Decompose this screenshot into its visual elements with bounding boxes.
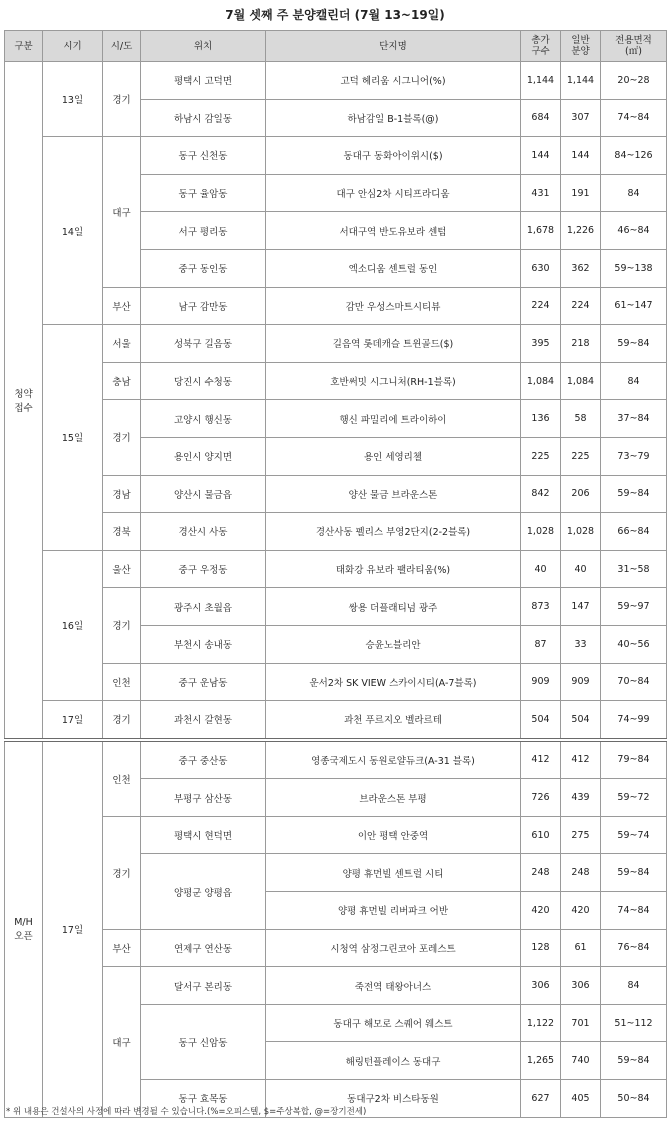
total-units-cell: 412 — [521, 740, 561, 779]
location-cell: 용인시 양지면 — [141, 437, 266, 475]
area-cell: 61~147 — [601, 287, 667, 325]
general-units-cell: 909 — [561, 663, 601, 701]
date-cell: 14일 — [43, 137, 103, 325]
total-units-cell: 87 — [521, 625, 561, 663]
total-units-cell: 306 — [521, 967, 561, 1005]
location-cell: 평택시 현덕면 — [141, 816, 266, 854]
total-units-cell: 431 — [521, 174, 561, 212]
area-cell: 59~72 — [601, 779, 667, 817]
region-cell: 경기 — [103, 400, 141, 475]
page-title: 7월 셋째 주 분양캘린더 (7월 13~19일) — [225, 8, 445, 22]
date-cell: 17일 — [43, 740, 103, 1117]
area-cell: 59~84 — [601, 1042, 667, 1080]
region-cell: 경북 — [103, 513, 141, 551]
table-row — [5, 287, 667, 325]
location-cell: 동구 신암동 — [141, 1004, 266, 1079]
table-row — [5, 550, 667, 588]
general-units-cell: 206 — [561, 475, 601, 513]
region-cell: 대구 — [103, 967, 141, 1117]
complex-name-cell: 양평 휴먼빌 리버파크 어반 — [266, 892, 521, 930]
total-units-cell: 225 — [521, 437, 561, 475]
complex-name-cell: 용인 세영리첼 — [266, 437, 521, 475]
header-area: 전용면적 (㎡) — [601, 31, 667, 62]
table-header-row — [5, 31, 667, 62]
general-units-cell: 1,226 — [561, 212, 601, 250]
area-cell: 59~84 — [601, 475, 667, 513]
complex-name-cell: 승윤노블리안 — [266, 625, 521, 663]
location-cell: 연제구 연산동 — [141, 929, 266, 967]
header-sigi: 시기 — [43, 31, 103, 62]
general-units-cell: 362 — [561, 249, 601, 287]
total-units-cell: 842 — [521, 475, 561, 513]
complex-name-cell: 서대구역 반도유보라 센텀 — [266, 212, 521, 250]
region-cell: 경기 — [103, 588, 141, 663]
location-cell: 남구 감만동 — [141, 287, 266, 325]
area-cell: 40~56 — [601, 625, 667, 663]
total-units-cell: 224 — [521, 287, 561, 325]
complex-name-cell: 영종국제도시 동원로얄듀크(A-31 블록) — [266, 740, 521, 779]
general-units-cell: 701 — [561, 1004, 601, 1042]
general-units-cell: 61 — [561, 929, 601, 967]
location-cell: 서구 평리동 — [141, 212, 266, 250]
complex-name-cell: 감만 우성스마트시티뷰 — [266, 287, 521, 325]
complex-name-cell: 죽전역 태왕아너스 — [266, 967, 521, 1005]
region-cell: 울산 — [103, 550, 141, 588]
header-general: 일반 분양 — [561, 31, 601, 62]
table-row — [5, 701, 667, 740]
location-cell: 과천시 갈현동 — [141, 701, 266, 740]
area-cell: 51~112 — [601, 1004, 667, 1042]
table-row — [5, 325, 667, 363]
location-cell: 당진시 수청동 — [141, 362, 266, 400]
area-cell: 59~84 — [601, 854, 667, 892]
total-units-cell: 248 — [521, 854, 561, 892]
complex-name-cell: 양산 물금 브라운스톤 — [266, 475, 521, 513]
region-cell: 경기 — [103, 816, 141, 929]
location-cell: 동구 효목동 — [141, 1080, 266, 1118]
general-units-cell: 307 — [561, 99, 601, 137]
table-row — [5, 513, 667, 551]
total-units-cell: 909 — [521, 663, 561, 701]
table-row — [5, 137, 667, 175]
table-row — [5, 362, 667, 400]
region-cell: 인천 — [103, 663, 141, 701]
table-row — [5, 740, 667, 779]
complex-name-cell: 호반써밋 시그니처(RH-1블록) — [266, 362, 521, 400]
general-units-cell: 1,028 — [561, 513, 601, 551]
total-units-cell: 610 — [521, 816, 561, 854]
location-cell: 경산시 사동 — [141, 513, 266, 551]
complex-name-cell: 고덕 헤리움 시그니어(%) — [266, 62, 521, 100]
region-cell: 부산 — [103, 929, 141, 967]
complex-name-cell: 운서2차 SK VIEW 스카이시티(A-7블록) — [266, 663, 521, 701]
complex-name-cell: 엑소디움 센트럴 동인 — [266, 249, 521, 287]
complex-name-cell: 시청역 삼정그린코아 포레스트 — [266, 929, 521, 967]
area-cell: 79~84 — [601, 740, 667, 779]
general-units-cell: 191 — [561, 174, 601, 212]
general-units-cell: 224 — [561, 287, 601, 325]
location-cell: 중구 중산동 — [141, 740, 266, 779]
area-cell: 20~28 — [601, 62, 667, 100]
date-cell: 17일 — [43, 701, 103, 740]
general-units-cell: 225 — [561, 437, 601, 475]
calendar-table — [4, 30, 667, 1118]
region-cell: 경기 — [103, 701, 141, 740]
general-units-cell: 420 — [561, 892, 601, 930]
location-cell: 동구 율암동 — [141, 174, 266, 212]
area-cell: 70~84 — [601, 663, 667, 701]
area-cell: 73~79 — [601, 437, 667, 475]
header-total: 총가 구수 — [521, 31, 561, 62]
general-units-cell: 40 — [561, 550, 601, 588]
area-cell: 59~138 — [601, 249, 667, 287]
location-cell: 중구 동인동 — [141, 249, 266, 287]
area-cell: 59~74 — [601, 816, 667, 854]
region-cell: 경남 — [103, 475, 141, 513]
total-units-cell: 873 — [521, 588, 561, 626]
table-row — [5, 929, 667, 967]
location-cell: 양평군 양평읍 — [141, 854, 266, 929]
region-cell: 충남 — [103, 362, 141, 400]
header-sido: 시/도 — [103, 31, 141, 62]
complex-name-cell: 대구 안심2차 시티프라디움 — [266, 174, 521, 212]
region-cell: 서울 — [103, 325, 141, 363]
general-units-cell: 1,144 — [561, 62, 601, 100]
total-units-cell: 128 — [521, 929, 561, 967]
date-cell: 16일 — [43, 550, 103, 700]
general-units-cell: 1,084 — [561, 362, 601, 400]
area-cell: 74~84 — [601, 99, 667, 137]
complex-name-cell: 양평 휴먼빌 센트럴 시티 — [266, 854, 521, 892]
total-units-cell: 726 — [521, 779, 561, 817]
location-cell: 양산시 물금읍 — [141, 475, 266, 513]
general-units-cell: 275 — [561, 816, 601, 854]
total-units-cell: 1,084 — [521, 362, 561, 400]
total-units-cell: 1,678 — [521, 212, 561, 250]
region-cell: 부산 — [103, 287, 141, 325]
table-row — [5, 475, 667, 513]
total-units-cell: 395 — [521, 325, 561, 363]
complex-name-cell: 경산사동 펠리스 부영2단지(2-2블록) — [266, 513, 521, 551]
area-cell: 74~84 — [601, 892, 667, 930]
date-cell: 15일 — [43, 325, 103, 551]
total-units-cell: 1,144 — [521, 62, 561, 100]
region-cell: 경기 — [103, 62, 141, 137]
area-cell: 84~126 — [601, 137, 667, 175]
complex-name-cell: 동대구 동화아이위시($) — [266, 137, 521, 175]
general-units-cell: 147 — [561, 588, 601, 626]
location-cell: 중구 우정동 — [141, 550, 266, 588]
area-cell: 74~99 — [601, 701, 667, 740]
general-units-cell: 33 — [561, 625, 601, 663]
general-units-cell: 58 — [561, 400, 601, 438]
footnote: * 위 내용은 건설사의 사정에 따라 변경될 수 있습니다.(%=오피스텔, $=주상복합, @=장기전세) — [6, 1107, 367, 1117]
area-cell: 50~84 — [601, 1080, 667, 1118]
area-cell: 37~84 — [601, 400, 667, 438]
area-cell: 76~84 — [601, 929, 667, 967]
location-cell: 부천시 송내동 — [141, 625, 266, 663]
total-units-cell: 1,265 — [521, 1042, 561, 1080]
table-row — [5, 967, 667, 1005]
location-cell: 동구 신천동 — [141, 137, 266, 175]
area-cell: 46~84 — [601, 212, 667, 250]
general-units-cell: 412 — [561, 740, 601, 779]
region-cell: 인천 — [103, 740, 141, 817]
area-cell: 66~84 — [601, 513, 667, 551]
total-units-cell: 1,028 — [521, 513, 561, 551]
general-units-cell: 405 — [561, 1080, 601, 1118]
region-cell: 대구 — [103, 137, 141, 287]
total-units-cell: 504 — [521, 701, 561, 740]
location-cell: 고양시 행신동 — [141, 400, 266, 438]
total-units-cell: 630 — [521, 249, 561, 287]
location-cell: 하남시 감일동 — [141, 99, 266, 137]
general-units-cell: 504 — [561, 701, 601, 740]
complex-name-cell: 과천 푸르지오 벨라르테 — [266, 701, 521, 740]
area-cell: 84 — [601, 362, 667, 400]
location-cell: 부평구 삼산동 — [141, 779, 266, 817]
table-row — [5, 588, 667, 626]
total-units-cell: 627 — [521, 1080, 561, 1118]
general-units-cell: 248 — [561, 854, 601, 892]
total-units-cell: 144 — [521, 137, 561, 175]
table-row — [5, 816, 667, 854]
complex-name-cell: 하남감일 B-1블록(@) — [266, 99, 521, 137]
complex-name-cell: 행신 파밀리에 트라이하이 — [266, 400, 521, 438]
total-units-cell: 1,122 — [521, 1004, 561, 1042]
total-units-cell: 136 — [521, 400, 561, 438]
complex-name-cell: 브라운스톤 부평 — [266, 779, 521, 817]
location-cell: 광주시 초월읍 — [141, 588, 266, 626]
date-cell: 13일 — [43, 62, 103, 137]
area-cell: 84 — [601, 967, 667, 1005]
complex-name-cell: 태화강 유보라 팰라티움(%) — [266, 550, 521, 588]
group-label-model-house: M/H 오픈 — [5, 740, 43, 1117]
complex-name-cell: 길음역 롯데캐슬 트윈골드($) — [266, 325, 521, 363]
table-row — [5, 663, 667, 701]
general-units-cell: 218 — [561, 325, 601, 363]
location-cell: 달서구 본리동 — [141, 967, 266, 1005]
complex-name-cell: 동대구2차 비스타동원 — [266, 1080, 521, 1118]
general-units-cell: 144 — [561, 137, 601, 175]
total-units-cell: 40 — [521, 550, 561, 588]
general-units-cell: 740 — [561, 1042, 601, 1080]
complex-name-cell: 동대구 해모로 스퀘어 웨스트 — [266, 1004, 521, 1042]
complex-name-cell: 쌍용 더플래티넘 광주 — [266, 588, 521, 626]
header-gubun: 구분 — [5, 31, 43, 62]
area-cell: 59~84 — [601, 325, 667, 363]
location-cell: 평택시 고덕면 — [141, 62, 266, 100]
general-units-cell: 439 — [561, 779, 601, 817]
general-units-cell: 306 — [561, 967, 601, 1005]
header-location: 위치 — [141, 31, 266, 62]
area-cell: 84 — [601, 174, 667, 212]
area-cell: 31~58 — [601, 550, 667, 588]
table-row — [5, 400, 667, 438]
total-units-cell: 420 — [521, 892, 561, 930]
location-cell: 중구 운남동 — [141, 663, 266, 701]
header-complex: 단지명 — [266, 31, 521, 62]
area-cell: 59~97 — [601, 588, 667, 626]
location-cell: 성북구 길음동 — [141, 325, 266, 363]
group-label-subscription: 청약 접수 — [5, 62, 43, 740]
complex-name-cell: 이안 평택 안중역 — [266, 816, 521, 854]
table-row — [5, 62, 667, 100]
total-units-cell: 684 — [521, 99, 561, 137]
complex-name-cell: 해링턴플레이스 동대구 — [266, 1042, 521, 1080]
